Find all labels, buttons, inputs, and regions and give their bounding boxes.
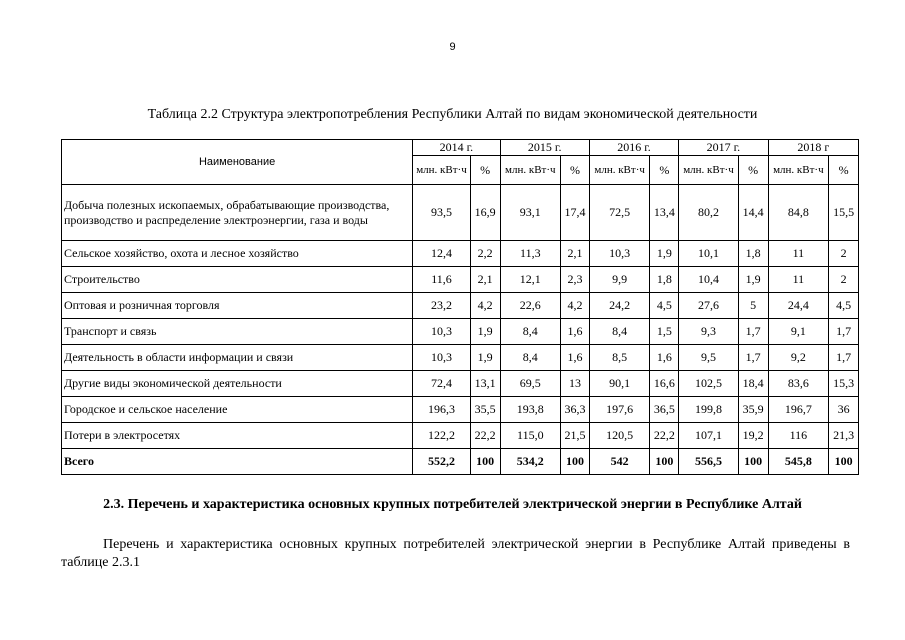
value-cell-mln-kwh: 9,5 xyxy=(679,345,739,371)
value-cell-mln-kwh: 9,3 xyxy=(679,319,739,345)
value-cell-mln-kwh: 10,1 xyxy=(679,241,739,267)
value-cell-percent: 2,1 xyxy=(561,241,590,267)
table-row xyxy=(62,319,859,345)
value-cell-percent: 36 xyxy=(829,397,859,423)
value-cell-percent: 1,7 xyxy=(829,319,859,345)
table-row xyxy=(62,397,859,423)
value-cell-mln-kwh: 10,3 xyxy=(413,319,471,345)
value-cell-mln-kwh: 90,1 xyxy=(589,371,650,397)
table-row xyxy=(62,185,859,241)
value-cell-percent: 1,8 xyxy=(738,241,768,267)
value-cell-mln-kwh: 8,4 xyxy=(500,345,561,371)
value-cell-percent: 1,9 xyxy=(470,345,500,371)
value-cell-percent: 4,5 xyxy=(650,293,679,319)
value-cell-mln-kwh: 9,9 xyxy=(589,267,650,293)
value-cell-percent: 19,2 xyxy=(738,423,768,449)
value-cell-percent: 36,3 xyxy=(561,397,590,423)
value-cell-mln-kwh: 22,6 xyxy=(500,293,561,319)
row-name-cell: Оптовая и розничная торговля xyxy=(62,293,413,319)
value-cell-mln-kwh: 193,8 xyxy=(500,397,561,423)
row-name-cell: Сельское хозяйство, охота и лесное хозяйство xyxy=(62,241,413,267)
value-cell-mln-kwh: 534,2 xyxy=(500,449,561,475)
value-cell-mln-kwh: 196,7 xyxy=(768,397,829,423)
value-cell-percent: 1,9 xyxy=(738,267,768,293)
value-cell-percent: 5 xyxy=(738,293,768,319)
value-cell-mln-kwh: 23,2 xyxy=(413,293,471,319)
value-cell-percent: 2 xyxy=(829,267,859,293)
value-cell-mln-kwh: 9,2 xyxy=(768,345,829,371)
value-cell-percent: 14,4 xyxy=(738,185,768,241)
row-name-cell: Добыча полезных ископаемых, обрабатывающие производства, производство и распределение электроэнергии, газа и воды xyxy=(62,185,413,241)
row-name-cell: Потери в электросетях xyxy=(62,423,413,449)
section-heading: 2.3. Перечень и характеристика основных крупных потребителей электрической энергии в Республике Алтай xyxy=(103,497,802,512)
value-cell-percent: 1,7 xyxy=(738,319,768,345)
value-cell-percent: 17,4 xyxy=(561,185,590,241)
value-cell-percent: 15,5 xyxy=(829,185,859,241)
value-cell-mln-kwh: 11,3 xyxy=(500,241,561,267)
value-cell-percent: 2,2 xyxy=(470,241,500,267)
value-cell-mln-kwh: 545,8 xyxy=(768,449,829,475)
value-cell-mln-kwh: 24,4 xyxy=(768,293,829,319)
value-cell-mln-kwh: 93,5 xyxy=(413,185,471,241)
value-cell-percent: 13,4 xyxy=(650,185,679,241)
value-cell-mln-kwh: 8,5 xyxy=(589,345,650,371)
percent-header: % xyxy=(470,156,500,185)
value-cell-percent: 1,6 xyxy=(561,319,590,345)
value-cell-percent: 2 xyxy=(829,241,859,267)
value-cell-percent: 35,5 xyxy=(470,397,500,423)
value-cell-mln-kwh: 83,6 xyxy=(768,371,829,397)
table-row xyxy=(62,423,859,449)
value-cell-percent: 1,6 xyxy=(650,345,679,371)
value-cell-percent: 1,5 xyxy=(650,319,679,345)
value-cell-percent: 36,5 xyxy=(650,397,679,423)
unit-header: млн. кВт·ч xyxy=(679,156,739,185)
value-cell-mln-kwh: 11,6 xyxy=(413,267,471,293)
year-header-2018: 2018 г xyxy=(768,140,858,156)
row-name-cell: Строительство xyxy=(62,267,413,293)
value-cell-mln-kwh: 72,4 xyxy=(413,371,471,397)
value-cell-percent: 100 xyxy=(650,449,679,475)
value-cell-mln-kwh: 102,5 xyxy=(679,371,739,397)
row-name-cell: Другие виды экономической деятельности xyxy=(62,371,413,397)
unit-header: млн. кВт·ч xyxy=(413,156,471,185)
year-header-2017: 2017 г. xyxy=(679,140,768,156)
value-cell-percent: 1,8 xyxy=(650,267,679,293)
value-cell-percent: 21,5 xyxy=(561,423,590,449)
table-body xyxy=(62,185,859,475)
value-cell-mln-kwh: 11 xyxy=(768,267,829,293)
value-cell-percent: 100 xyxy=(738,449,768,475)
value-cell-percent: 13 xyxy=(561,371,590,397)
value-cell-mln-kwh: 197,6 xyxy=(589,397,650,423)
value-cell-percent: 16,9 xyxy=(470,185,500,241)
value-cell-percent: 4,2 xyxy=(470,293,500,319)
unit-header: млн. кВт·ч xyxy=(589,156,650,185)
value-cell-mln-kwh: 10,3 xyxy=(589,241,650,267)
percent-header: % xyxy=(650,156,679,185)
unit-header: млн. кВт·ч xyxy=(768,156,829,185)
value-cell-mln-kwh: 93,1 xyxy=(500,185,561,241)
percent-header: % xyxy=(829,156,859,185)
percent-header: % xyxy=(561,156,590,185)
value-cell-mln-kwh: 196,3 xyxy=(413,397,471,423)
value-cell-mln-kwh: 552,2 xyxy=(413,449,471,475)
value-cell-percent: 4,5 xyxy=(829,293,859,319)
value-cell-mln-kwh: 8,4 xyxy=(500,319,561,345)
value-cell-percent: 16,6 xyxy=(650,371,679,397)
value-cell-mln-kwh: 120,5 xyxy=(589,423,650,449)
row-name-cell: Транспорт и связь xyxy=(62,319,413,345)
value-cell-percent: 21,3 xyxy=(829,423,859,449)
value-cell-mln-kwh: 116 xyxy=(768,423,829,449)
table-row xyxy=(62,293,859,319)
value-cell-percent: 1,9 xyxy=(650,241,679,267)
table-row xyxy=(62,267,859,293)
value-cell-percent: 13,1 xyxy=(470,371,500,397)
year-header-2014: 2014 г. xyxy=(413,140,500,156)
table-total-row xyxy=(62,449,859,475)
value-cell-mln-kwh: 115,0 xyxy=(500,423,561,449)
value-cell-percent: 2,3 xyxy=(561,267,590,293)
value-cell-percent: 1,9 xyxy=(470,319,500,345)
value-cell-mln-kwh: 10,4 xyxy=(679,267,739,293)
value-cell-mln-kwh: 80,2 xyxy=(679,185,739,241)
value-cell-mln-kwh: 9,1 xyxy=(768,319,829,345)
value-cell-mln-kwh: 8,4 xyxy=(589,319,650,345)
value-cell-percent: 18,4 xyxy=(738,371,768,397)
value-cell-mln-kwh: 72,5 xyxy=(589,185,650,241)
value-cell-percent: 1,7 xyxy=(829,345,859,371)
table-row xyxy=(62,371,859,397)
year-header-2016: 2016 г. xyxy=(589,140,678,156)
value-cell-mln-kwh: 122,2 xyxy=(413,423,471,449)
value-cell-mln-kwh: 12,1 xyxy=(500,267,561,293)
value-cell-percent: 22,2 xyxy=(650,423,679,449)
total-label-cell: Всего xyxy=(62,449,413,475)
value-cell-mln-kwh: 27,6 xyxy=(679,293,739,319)
value-cell-mln-kwh: 10,3 xyxy=(413,345,471,371)
unit-header: млн. кВт·ч xyxy=(500,156,561,185)
body-paragraph: Перечень и характеристика основных крупных потребителей электрической энергии в Республике Алтай приведены в таблице 2.3.1 xyxy=(61,537,850,570)
value-cell-percent: 15,3 xyxy=(829,371,859,397)
value-cell-mln-kwh: 11 xyxy=(768,241,829,267)
value-cell-percent: 2,1 xyxy=(470,267,500,293)
value-cell-mln-kwh: 542 xyxy=(589,449,650,475)
row-name-cell: Деятельность в области информации и связи xyxy=(62,345,413,371)
table-caption: Таблица 2.2 Структура электропотребления Республики Алтай по видам экономической деятельности xyxy=(147,107,758,122)
value-cell-mln-kwh: 556,5 xyxy=(679,449,739,475)
value-cell-percent: 100 xyxy=(470,449,500,475)
value-cell-mln-kwh: 12,4 xyxy=(413,241,471,267)
value-cell-mln-kwh: 24,2 xyxy=(589,293,650,319)
value-cell-percent: 100 xyxy=(829,449,859,475)
value-cell-percent: 22,2 xyxy=(470,423,500,449)
value-cell-mln-kwh: 84,8 xyxy=(768,185,829,241)
year-header-2015: 2015 г. xyxy=(500,140,589,156)
value-cell-mln-kwh: 107,1 xyxy=(679,423,739,449)
page-number: 9 xyxy=(449,41,456,53)
value-cell-percent: 1,6 xyxy=(561,345,590,371)
value-cell-percent: 35,9 xyxy=(738,397,768,423)
table-row xyxy=(62,241,859,267)
table-row xyxy=(62,345,859,371)
value-cell-percent: 1,7 xyxy=(738,345,768,371)
row-name-cell: Городское и сельское население xyxy=(62,397,413,423)
value-cell-mln-kwh: 69,5 xyxy=(500,371,561,397)
value-cell-mln-kwh: 199,8 xyxy=(679,397,739,423)
percent-header: % xyxy=(738,156,768,185)
value-cell-percent: 100 xyxy=(561,449,590,475)
name-column-header: Наименование xyxy=(62,140,413,185)
consumption-structure-table xyxy=(61,139,859,475)
value-cell-percent: 4,2 xyxy=(561,293,590,319)
